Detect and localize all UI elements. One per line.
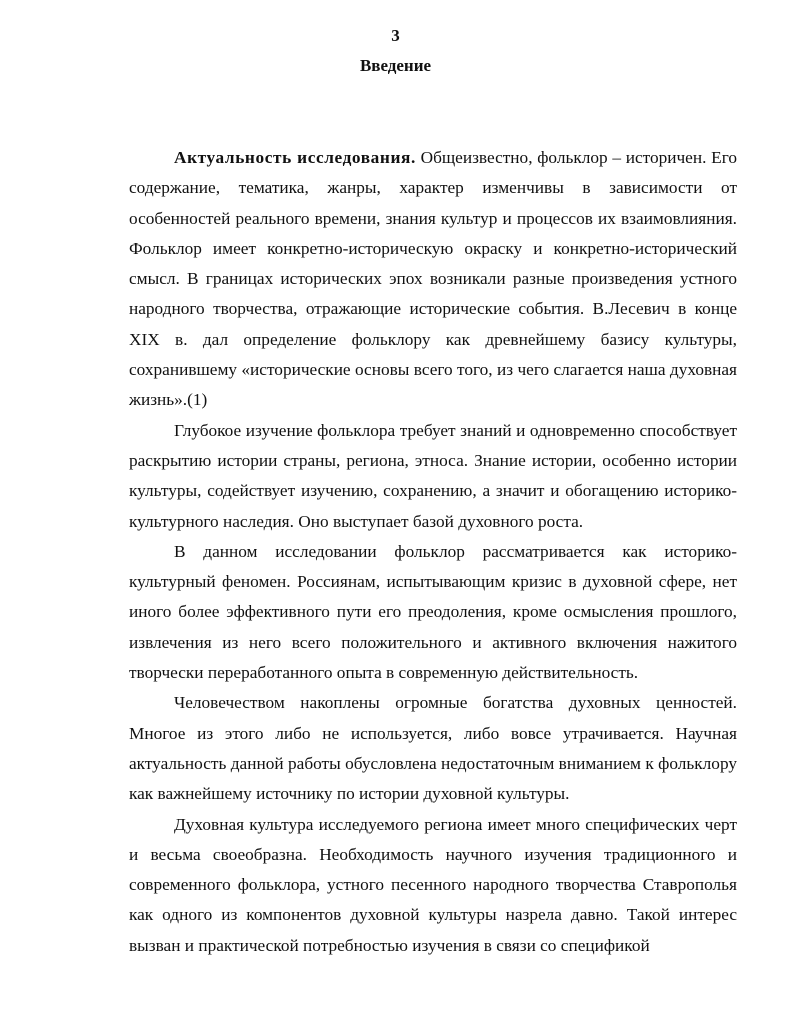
paragraph-regional-culture: Духовная культура исследуемого региона имеет много специфических черт и весьма своеобразна. Необходимость научного изучения традиционного и современного фольклора, устного песенного народного творчества Ставрополья как одного из компонентов духовной культуры назрела давно. Такой интерес вызван и практической потребностью изучения в связи со спецификой: [129, 814, 737, 955]
paragraph-spiritual-values: Человечеством накоплены огромные богатства духовных ценностей. Многое из этого либо не используется, либо вовсе утрачивается. Научная актуальность данной работы обусловлена недостаточным вниманием к фольклору как важнейшему источнику по истории духовной культуры.: [129, 693, 737, 804]
paragraph-folklore-study: Глубокое изучение фольклора требует знаний и одновременно способствует раскрытию истории страны, региона, этноса. Знание истории, особенно истории культуры, содействует изучению, сохранению, а значит и обогащению историко-культурного наследия. Оно выступает базой духовного роста.: [129, 420, 737, 531]
paragraph-historical-phenomenon: В данном исследовании фольклор рассматривается как историко-культурный феномен. Россиянам, испытывающим кризис в духовной сфере, нет иного более эффективного пути его преодоления, кроме осмысления прошлого, извлечения из него всего положительного и активного включения нажитого творчески переработанного опыта в современную действительность.: [129, 541, 737, 683]
body-text: [129, 143, 737, 961]
section-heading: Введение: [359, 56, 432, 75]
paragraph-text: Общеизвестно, фольклор – историчен. Его содержание, тематика, жанры, характер изменчивы в зависимости от особенностей реального времени, знания культур и процессов их взаимовлияния. Фольклор имеет конкретно-историческую окраску и конкретно-исторический смысл. В границах исторических эпох возникали разные произведения устного народного творчества, отражающие исторические события. В.Лесевич в конце XIX в. дал определение фольклору как древнейшему базису культуры, сохранившему «исторические основы всего того, из чего слагается наша духовная жизнь».(1): [129, 148, 737, 410]
paragraph-lead: Актуальность исследования.: [174, 148, 416, 167]
page-number: 3: [391, 26, 400, 45]
paragraph-relevance: [129, 143, 737, 416]
